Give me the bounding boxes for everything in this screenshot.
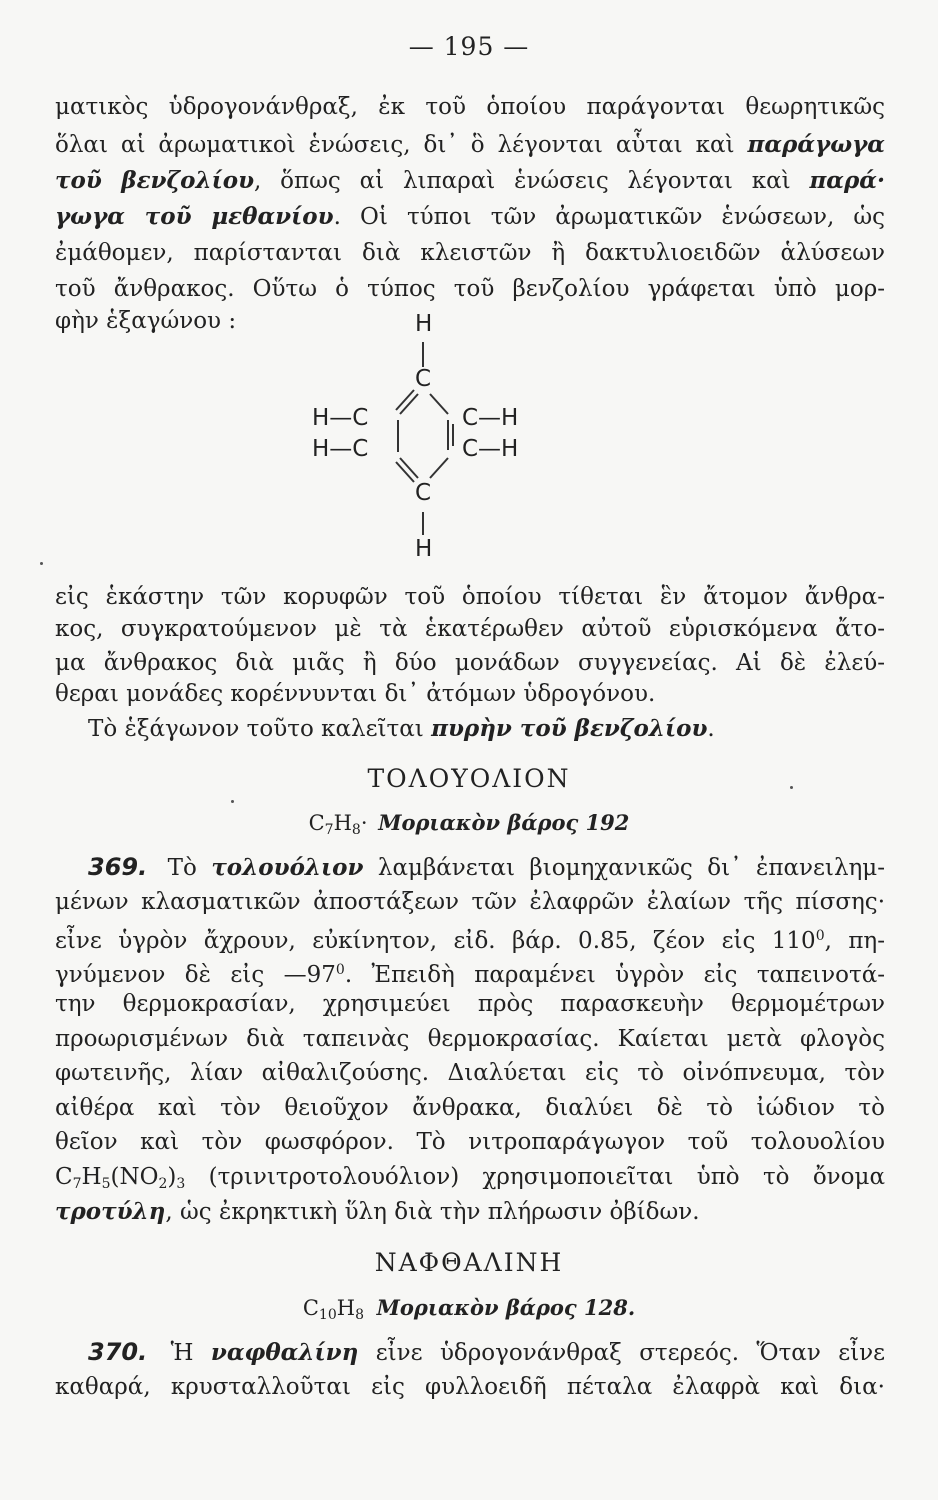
formula-part: C [302, 1296, 319, 1320]
text-span: Τὸ ἑξάγωνον τοῦτο καλεῖται [88, 716, 424, 742]
emphasis-term: πυρὴν τοῦ βενζολίου [431, 715, 708, 742]
text-line [55, 1197, 885, 1227]
formula-part: (NO [110, 1164, 159, 1190]
emphasis-term: παρά· [809, 167, 885, 194]
paragraph-number: 369. [88, 853, 148, 881]
text-line: ἐμάθομεν, παρίστανται διὰ κλειστῶν ἢ δακτυλιοειδῶν ἁλύσεων [55, 240, 885, 266]
formula-subscript: 7 [324, 822, 334, 838]
text-line: τοῦ ἄνθρακος. Οὕτω ὁ τύπος τοῦ βενζολίου γράφεται ὑπὸ μορ- [55, 276, 885, 302]
text-span: Ἡ [170, 1340, 194, 1366]
atom-label: H [415, 311, 433, 337]
degree-mark: 0 [335, 962, 345, 978]
emphasis-term: τροτύλη [55, 1198, 166, 1225]
text-span: , ὅπως αἱ λιπαραὶ ἑνώσεις λέγονται καὶ [254, 168, 791, 194]
formula-subscript: 2 [158, 1176, 168, 1192]
text-line: μα ἄνθρακος διὰ μιᾶς ἢ δύο μονάδων συγγενείας. Αἱ δὲ ἐλεύ- [55, 650, 885, 676]
formula-subscript: 8 [355, 1307, 364, 1323]
text-span: γνύμενον δὲ εἰς —97 [55, 962, 336, 988]
formula-subscript: 3 [176, 1176, 186, 1192]
emphasis-term: γωγα τοῦ μεθανίου [55, 203, 334, 230]
paragraph-number: 370. [88, 1338, 148, 1366]
text-line: προωρισμένων διὰ ταπεινὰς θερμοκρασίας. Καίεται μετὰ φλογὸς [55, 1026, 885, 1052]
degree-mark: 0 [815, 928, 825, 944]
text-line [88, 852, 885, 883]
atom-label: C—H [462, 436, 519, 462]
text-span: . Ἐπειδὴ παραμένει ὑγρὸν εἰς ταπεινοτά- [344, 962, 885, 988]
molar-mass-label: Μοριακὸν βάρος 192 [378, 810, 630, 835]
text-line: εἰς ἑκάστην τῶν κορυφῶν τοῦ ὁποίου τίθεται ἓν ἄτομον ἄνθρα- [55, 584, 885, 610]
text-line [55, 955, 885, 990]
emphasis-term: τοῦ βενζολίου [55, 167, 255, 194]
text-line [88, 714, 885, 744]
text-span: . Οἱ τύποι τῶν ἀρωματικῶν ἑνώσεων, ὡς [333, 204, 885, 230]
text-line: θεῖον καὶ τὸν φωσφόρον. Τὸ νιτροπαράγωγον τοῦ τολουολίου [55, 1129, 885, 1155]
atom-label: H—C [312, 405, 369, 431]
text-line [88, 1337, 885, 1368]
emphasis-term: τολουόλιον [211, 854, 364, 881]
text-span: , ὡς ἐκρηκτικὴ ὕλη διὰ τὴν πλήρωσιν ὀβίδων. [165, 1199, 700, 1225]
text-line: μένων κλασματικῶν ἀποστάξεων τῶν ἐλαφρῶν ἐλαίων τῆς πίσσης· [55, 889, 885, 915]
formula-part: H [336, 1296, 356, 1320]
text-line: φωτεινῆς, λίαν αἰθαλιζούσης. Διαλύεται εἰς τὸ οἰνόπνευμα, τὸν [55, 1060, 885, 1086]
formula-subscript: 8 [351, 822, 361, 838]
emphasis-term: παράγωγα [747, 131, 885, 158]
text-line [55, 921, 885, 956]
formula-subscript: 10 [318, 1307, 337, 1323]
text-span: Τὸ [167, 855, 197, 881]
text-span: εἶνε ὑγρὸν ἄχρουν, εὐκίνητον, εἰδ. βάρ. 0.85, ζέον εἰς 110 [55, 928, 816, 954]
text-line: αἰθέρα καὶ τὸν θειοῦχον ἄνθρακα, διαλύει δὲ τὸ ἰώδιον τὸ [55, 1095, 885, 1121]
formula-part: H [333, 811, 352, 835]
text-span: . [707, 716, 715, 742]
formula-part: C [308, 811, 325, 835]
text-span: (τρινιτροτολουόλιον) χρησιμοποιεῖται ὑπὸ τὸ ὄνομα [185, 1164, 885, 1190]
formula-subscript: 5 [101, 1176, 111, 1192]
text-span: , πη- [824, 928, 885, 954]
text-line: φὴν ἑξαγώνου : [55, 308, 237, 334]
text-line: ματικὸς ὑδρογονάνθραξ, ἐκ τοῦ ὁποίου παράγονται θεωρητικῶς [55, 94, 885, 120]
atom-label: C [415, 366, 432, 392]
text-span: εἶνε ὑδρογονάνθραξ στερεός. Ὅταν εἶνε [375, 1340, 886, 1366]
molecular-formula [0, 1295, 938, 1323]
text-line: καθαρά, κρυσταλλοῦται εἰς φυλλοειδῆ πέταλα ἐλαφρὰ καὶ δια· [55, 1374, 885, 1400]
text-line: θεραι μονάδες κορέννυνται δι᾽ ἀτόμων ὑδρογόνου. [55, 681, 656, 707]
formula-part: · [360, 811, 368, 835]
text-line: την θερμοκρασίαν, χρησιμεύει πρὸς παρασκευὴν θερμομέτρων [55, 991, 885, 1017]
atom-label: H [415, 536, 433, 562]
print-speck [40, 562, 43, 565]
print-speck [231, 800, 234, 803]
formula-part: ) [167, 1164, 177, 1190]
emphasis-term: ναφθαλίνη [210, 1339, 359, 1366]
text-line [55, 202, 885, 232]
text-line [55, 130, 885, 160]
text-line [55, 166, 885, 196]
section-heading: ΤΟΛΟΥΟΛΙΟΝ [367, 764, 571, 793]
print-speck [790, 786, 793, 789]
atom-label: H—C [312, 436, 369, 462]
page-number: — 195 — [408, 32, 530, 61]
formula-subscript: 7 [72, 1176, 82, 1192]
molecular-formula [0, 810, 938, 838]
formula-part: C [55, 1164, 73, 1190]
molar-mass-label: Μοριακὸν βάρος 128. [376, 1295, 636, 1320]
section-heading: ΝΑΦΘΑΛΙΝΗ [374, 1248, 564, 1277]
formula-part: H [81, 1164, 102, 1190]
text-line [55, 1162, 885, 1199]
text-line: κος, συγκρατούμενον μὲ τὰ ἑκατέρωθεν αὐτοῦ εὑρισκόμενα ἄτο- [55, 616, 885, 642]
atom-label: C—H [462, 405, 519, 431]
text-span: λαμβάνεται βιομηχανικῶς δι᾽ ἐπανειλημ- [377, 855, 886, 881]
atom-label: C [415, 480, 432, 506]
text-span: ὅλαι αἱ ἀρωματικοὶ ἑνώσεις, δι᾽ ὃ λέγονται αὗται καὶ [55, 132, 735, 158]
